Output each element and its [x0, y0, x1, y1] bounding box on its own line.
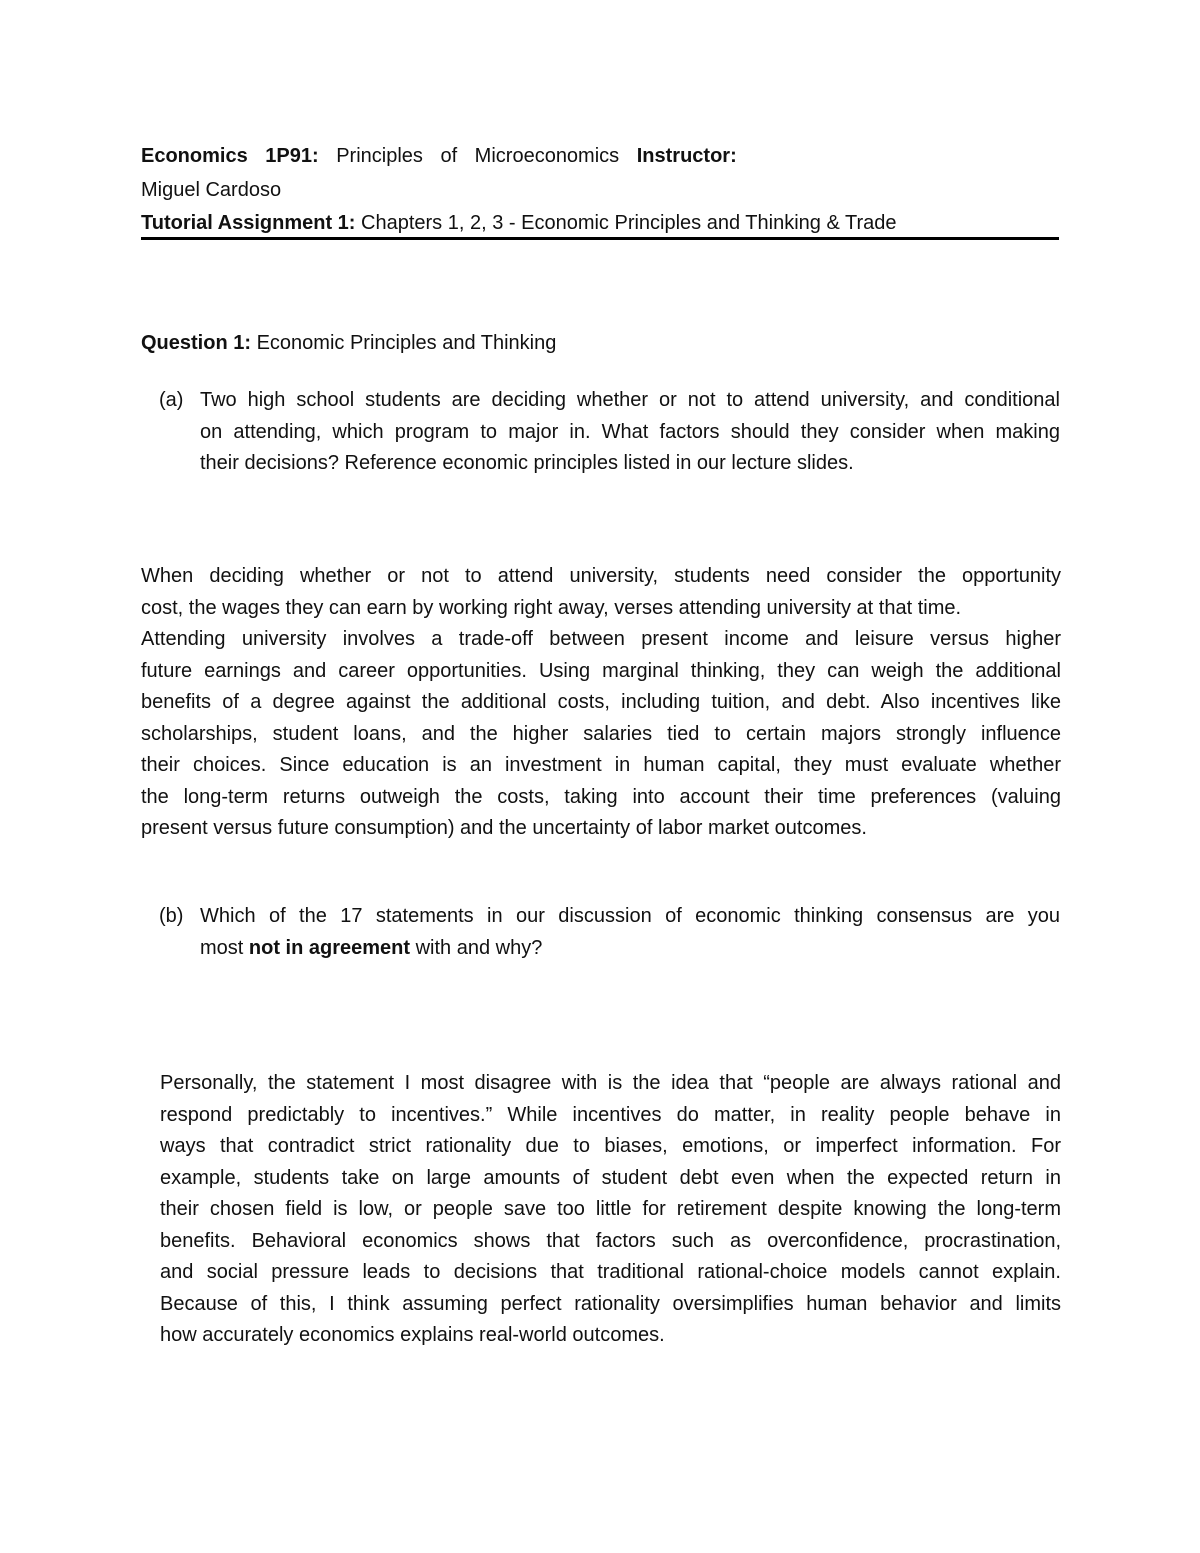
part-a-marker: (a)	[159, 389, 184, 411]
question-1-label: Question 1:	[141, 332, 252, 354]
part-b-marker: (b)	[159, 905, 184, 927]
assignment-label: Tutorial Assignment 1:	[141, 212, 356, 234]
header-divider	[141, 237, 1059, 240]
course-code: Economics 1P91:	[141, 145, 319, 167]
answer-a-paragraph	[141, 561, 1061, 845]
answer-a-line: scholarships, student loans, and the higher salaries tied to certain majors strongly influence	[141, 722, 1061, 745]
answer-b-line: how accurately economics explains real-world outcomes.	[160, 1324, 665, 1346]
answer-a-line: When deciding whether or not to attend university, students need consider the opportunity	[141, 565, 1061, 587]
part-b-line-1: Which of the 17 statements in our discussion of economic thinking consensus are you	[200, 905, 1060, 927]
answer-b-paragraph	[160, 1068, 1061, 1352]
part-a-question	[200, 385, 1060, 480]
answer-b-line: respond predictably to incentives.” While incentives do matter, in reality people behave in	[160, 1103, 1061, 1126]
answer-b-line: Personally, the statement I most disagree with is the idea that “people are always rational and	[160, 1072, 1061, 1094]
course-header-line	[141, 143, 741, 169]
question-1-heading	[141, 330, 556, 356]
answer-b-line: Because of this, I think assuming perfect rationality oversimplifies human behavior and limits	[160, 1292, 1061, 1315]
part-b-prefix: most	[200, 936, 249, 959]
answer-a-line: Attending university involves a trade-off between present income and leisure versus higher	[141, 628, 1061, 650]
part-b-question	[200, 901, 1060, 964]
answer-b-line: and social pressure leads to decisions that traditional rational-choice models cannot explain.	[160, 1261, 1061, 1283]
part-a-line: on attending, which program to major in. What factors should they consider when making	[200, 420, 1060, 443]
part-b-emphasis: not in agreement	[248, 936, 411, 959]
answer-a-line: their choices. Since education is an investment in human capital, they must evaluate whether	[141, 754, 1061, 776]
answer-a-line: present versus future consumption) and the uncertainty of labor market outcomes.	[141, 817, 867, 839]
part-a-line: Two high school students are deciding whether or not to attend university, and conditional	[200, 389, 1060, 411]
answer-a-line: cost, the wages they can earn by working right away, verses attending university at that time.	[141, 596, 962, 619]
answer-a-line: future earnings and career opportunities. Using marginal thinking, they can weigh the additional	[141, 659, 1061, 682]
question-1-title: Economic Principles and Thinking	[256, 332, 557, 354]
answer-b-line: benefits. Behavioral economics shows that factors such as overconfidence, procrastination,	[160, 1229, 1061, 1252]
part-b-suffix: with and why?	[410, 936, 543, 959]
part-b-line-2	[200, 933, 1060, 965]
answer-b-line: their chosen field is low, or people save too little for retirement despite knowing the long-term	[160, 1198, 1061, 1220]
assignment-title: Chapters 1, 2, 3 - Economic Principles and Thinking & Trade	[361, 212, 897, 234]
answer-a-line: the long-term returns outweigh the costs, taking into account their time preferences (valuing	[141, 785, 1061, 808]
instructor-label: Instructor:	[636, 145, 737, 167]
instructor-name: Miguel Cardoso	[141, 179, 282, 201]
part-a-line: their decisions? Reference economic principles listed in our lecture slides.	[200, 452, 854, 474]
assignment-line	[141, 210, 897, 236]
answer-b-line: ways that contradict strict rationality due to biases, emotions, or imperfect information. For	[160, 1135, 1061, 1157]
answer-b-line: example, students take on large amounts of student debt even when the expected return in	[160, 1166, 1061, 1189]
course-name: Principles of Microeconomics	[336, 145, 620, 167]
answer-a-line: benefits of a degree against the additional costs, including tuition, and debt. Also incentives like	[141, 691, 1061, 713]
